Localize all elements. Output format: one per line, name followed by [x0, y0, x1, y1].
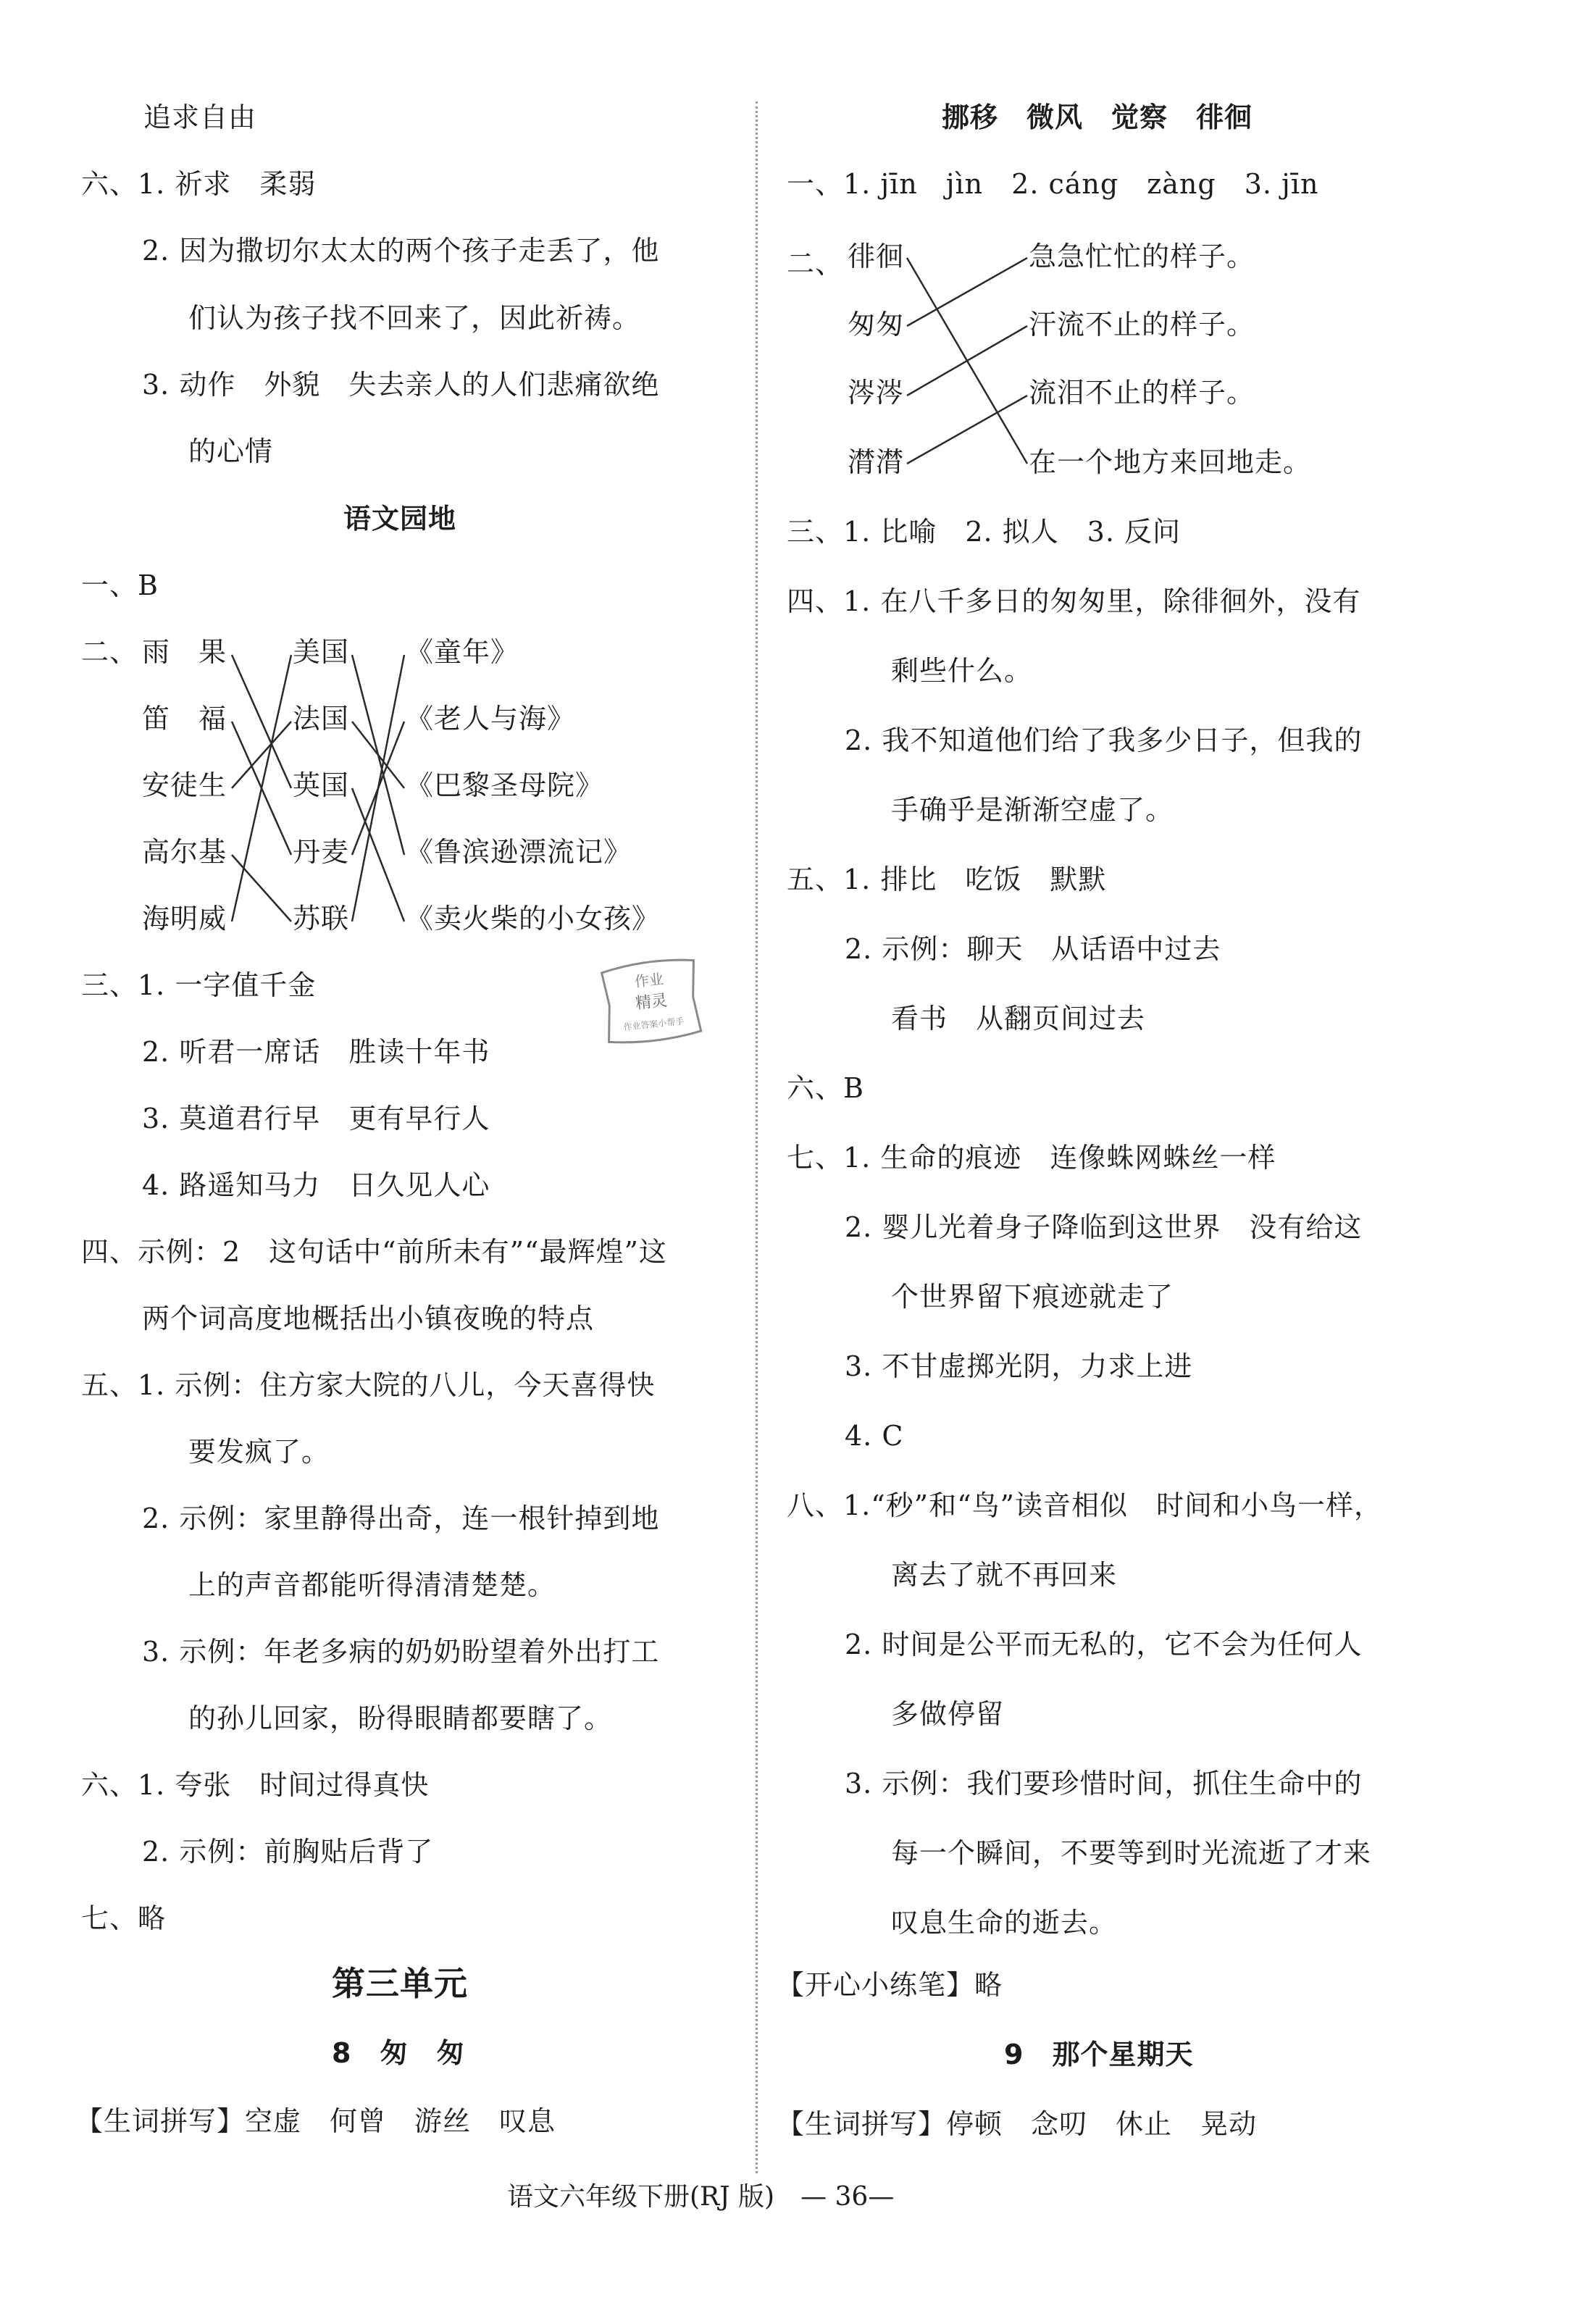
- answer-line: 追求自由: [143, 101, 257, 133]
- answer-line: 2. 示例：聊天 从话语中过去: [845, 933, 1221, 965]
- answer-line: 2. 示例：家里静得出奇，连一根针掉到地: [142, 1502, 660, 1534]
- author-item: 笛 福: [142, 703, 227, 735]
- answer-line: 离去了就不再回来: [891, 1559, 1118, 1591]
- answer-line: 2. 时间是公平而无私的，它不会为任何人: [845, 1629, 1363, 1660]
- match-line: [232, 655, 291, 921]
- answer-line: 3. 不甘虚掷光阴，力求上进: [845, 1350, 1193, 1382]
- word-list: 挪移 微风 觉察 徘徊: [942, 101, 1253, 133]
- answer-line: 的心情: [188, 435, 274, 467]
- meaning-item: 在一个地方来回地走。: [1029, 446, 1312, 478]
- author-item: 高尔基: [142, 836, 227, 868]
- answer-line: 五、1. 排比 吃饭 默默: [787, 864, 1107, 895]
- answer-line: 2. 听君一席话 胜读十年书: [142, 1036, 490, 1068]
- unit-title: 第三单元: [332, 1964, 468, 2003]
- lesson-title: 8 匆 匆: [332, 2037, 465, 2069]
- meaning-item: 汗流不止的样子。: [1029, 309, 1255, 340]
- country-item: 美国: [293, 636, 350, 668]
- answer-line: 的孙儿回家，盼得眼睛都要瞎了。: [188, 1702, 613, 1734]
- match-line: [232, 855, 291, 921]
- answer-line: 3. 示例：我们要珍惜时间，抓住生命中的: [845, 1768, 1363, 1800]
- author-item: 安徒生: [142, 769, 227, 801]
- match-line: [232, 722, 291, 788]
- meaning-item: 流泪不止的样子。: [1029, 377, 1255, 409]
- answer-line: 2. 婴儿光着身子降临到这世界 没有给这: [845, 1211, 1363, 1243]
- match-line: [352, 722, 404, 788]
- answer-line: 个世界留下痕迹就走了: [891, 1281, 1174, 1313]
- answer-line: 【开心小练笔】略: [777, 1969, 1003, 2001]
- author-item: 雨 果: [142, 636, 227, 668]
- country-item: 法国: [293, 703, 350, 735]
- stamp-text: 作业答案小帮手: [622, 1016, 685, 1033]
- answer-line: 手确乎是渐渐空虚了。: [891, 794, 1174, 826]
- answer-line: 叹息生命的逝去。: [891, 1907, 1118, 1939]
- match-line: [232, 655, 291, 788]
- answer-line: 四、1. 在八千多日的匆匆里，除徘徊外，没有: [787, 585, 1361, 617]
- answer-line: 上的声音都能听得清清楚楚。: [188, 1569, 556, 1601]
- answer-line: 六、1. 祈求 柔弱: [81, 168, 317, 200]
- book-item: 《童年》: [406, 636, 519, 668]
- meaning-item: 急急忙忙的样子。: [1029, 241, 1255, 272]
- book-item: 《卖火柴的小女孩》: [406, 903, 661, 935]
- answer-line: 2. 因为撒切尔太太的两个孩子走丢了，他: [142, 235, 660, 267]
- answer-line: 多做停留: [891, 1698, 1005, 1730]
- answer-line: 们认为孩子找不回来了，因此祈祷。: [188, 302, 641, 334]
- question-label: 二、: [787, 248, 844, 280]
- answer-line: 五、1. 示例：住方家大院的八儿，今天喜得快: [81, 1369, 656, 1401]
- stamp-text: 精灵: [634, 991, 669, 1013]
- answer-line: 4. 路遥知马力 日久见人心: [142, 1169, 490, 1201]
- word-item: 匆匆: [848, 309, 905, 340]
- book-item: 《鲁滨逊漂流记》: [406, 836, 632, 868]
- answer-line: 4. C: [845, 1420, 904, 1452]
- answer-line: 看书 从翻页间过去: [891, 1003, 1146, 1034]
- match-line: [907, 396, 1027, 464]
- lesson-title: 9 那个星期天: [1004, 2039, 1194, 2070]
- word-item: 涔涔: [848, 377, 905, 409]
- answer-line: 六、B: [787, 1072, 864, 1104]
- question-label: 二、: [81, 636, 138, 668]
- answer-line: 剩些什么。: [891, 655, 1033, 687]
- answer-line: 一、1. jīn jìn 2. cáng zàng 3. jīn: [787, 168, 1319, 200]
- match-line: [352, 655, 404, 921]
- country-item: 丹麦: [293, 836, 350, 868]
- match-line: [907, 258, 1027, 326]
- section-title-yuwen-yuandi: 语文园地: [343, 503, 457, 535]
- answer-line: 一、B: [81, 569, 159, 601]
- answer-line: 2. 我不知道他们给了我多少日子，但我的: [845, 724, 1363, 756]
- answer-line: 【生词拼写】停顿 念叨 休止 晃动: [777, 2108, 1258, 2140]
- book-item: 《老人与海》: [406, 703, 576, 735]
- country-item: 苏联: [293, 903, 350, 935]
- answer-line: 三、1. 一字值千金: [81, 969, 317, 1001]
- answer-line: 2. 示例：前胸贴后背了: [142, 1836, 434, 1868]
- country-item: 英国: [293, 769, 350, 801]
- answer-line: 【生词拼写】空虚 何曾 游丝 叹息: [75, 2105, 556, 2137]
- answer-line: 3. 动作 外貌 失去亲人的人们悲痛欲绝: [142, 369, 660, 401]
- answer-line: 七、略: [81, 1902, 167, 1934]
- answer-line: 四、示例：2 这句话中“前所未有”“最辉煌”这: [81, 1236, 667, 1268]
- page-footer: 语文六年级下册(RJ 版) — 36—: [507, 2182, 895, 2212]
- answer-line: 每一个瞬间，不要等到时光流逝了才来: [891, 1837, 1372, 1869]
- answer-line: 3. 莫道君行早 更有早行人: [142, 1103, 490, 1134]
- stamp-text: 作业: [633, 970, 665, 991]
- answer-line: 三、1. 比喻 2. 拟人 3. 反问: [787, 516, 1182, 548]
- answer-line: 七、1. 生命的痕迹 连像蛛网蛛丝一样: [787, 1142, 1276, 1174]
- answer-line: 两个词高度地概括出小镇夜晚的特点: [142, 1303, 595, 1334]
- author-item: 海明威: [142, 903, 227, 935]
- word-item: 潸潸: [848, 446, 905, 478]
- answer-line: 六、1. 夸张 时间过得真快: [81, 1769, 430, 1801]
- book-item: 《巴黎圣母院》: [406, 769, 604, 801]
- match-line: [352, 788, 404, 921]
- match-line: [907, 326, 1027, 396]
- answer-line: 八、1.“秒”和“鸟”读音相似 时间和小鸟一样，: [787, 1489, 1382, 1521]
- word-item: 徘徊: [848, 241, 905, 272]
- answer-line: 要发疯了。: [188, 1436, 330, 1468]
- answer-line: 3. 示例：年老多病的奶奶盼望着外出打工: [142, 1636, 660, 1668]
